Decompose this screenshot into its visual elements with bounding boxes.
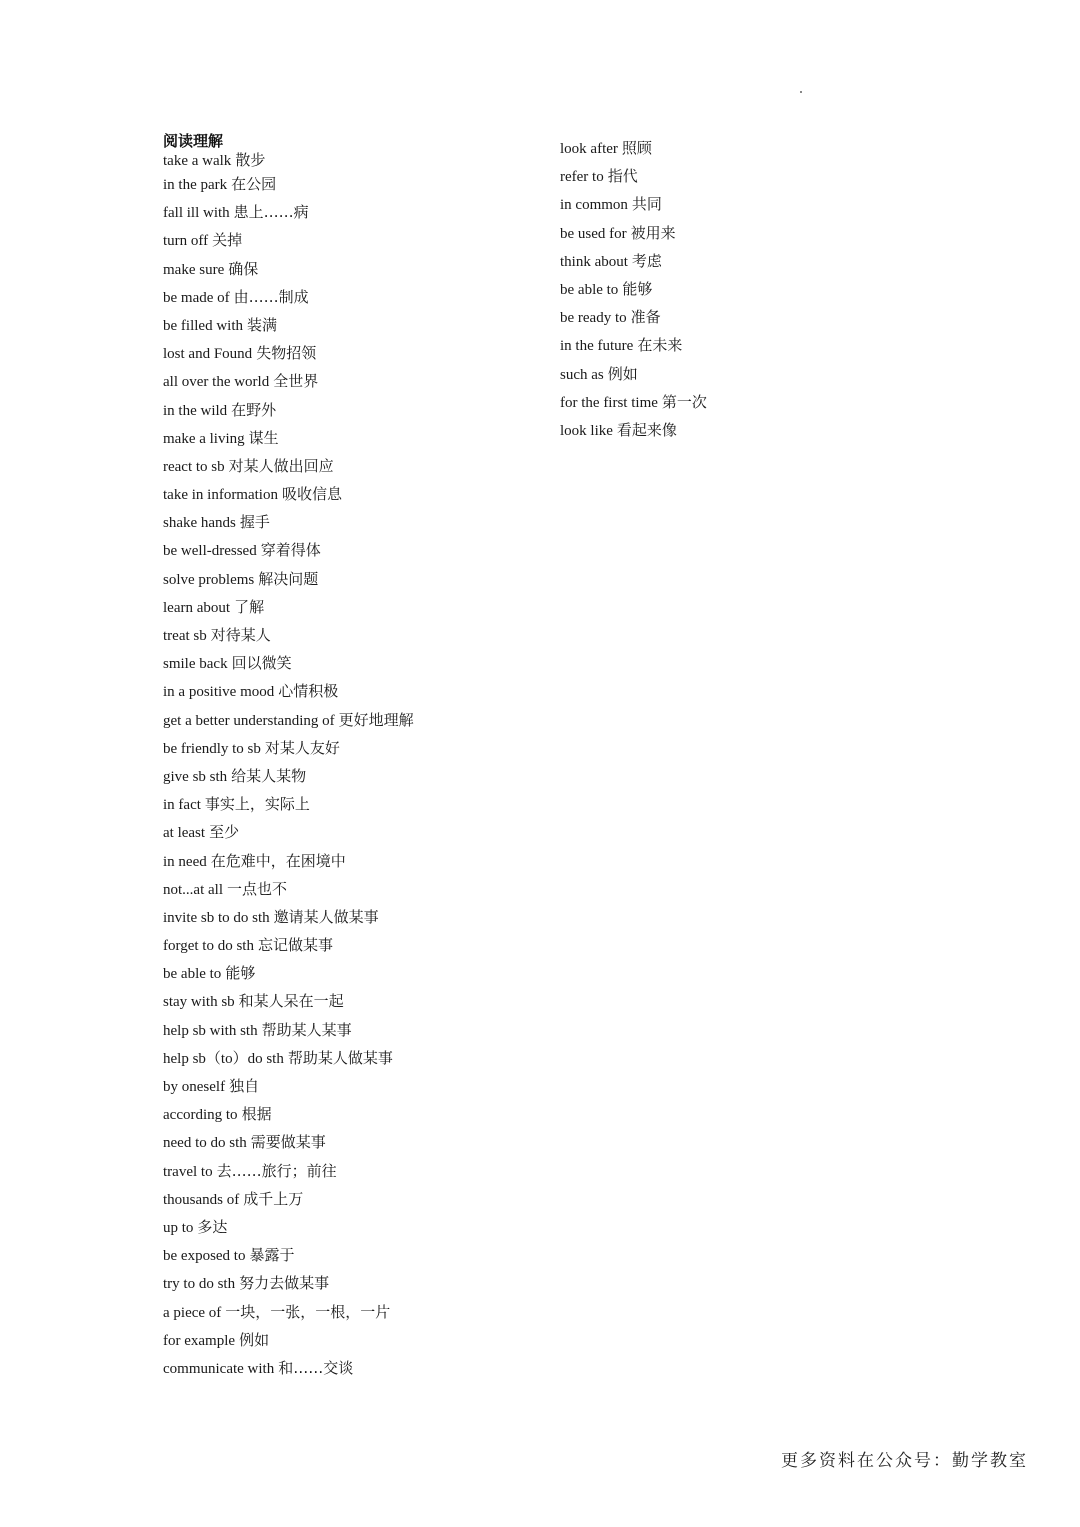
phrase-entry <box>163 1241 414 1269</box>
phrase-entry <box>163 311 414 339</box>
phrase-entry <box>163 649 414 677</box>
phrase-english: for the first time <box>560 394 658 411</box>
phrase-entry <box>560 331 707 359</box>
phrase-entry <box>163 790 414 818</box>
phrase-chinese: 忘记做某事 <box>257 936 333 955</box>
phrase-chinese: 去……旅行；前往 <box>216 1161 337 1180</box>
phrase-entry <box>163 1269 414 1297</box>
phrase-chinese: 帮助某人做某事 <box>287 1048 393 1067</box>
phrase-chinese: 根据 <box>241 1105 272 1124</box>
phrase-english: smile back <box>163 656 228 673</box>
phrase-entry <box>163 508 414 536</box>
phrase-chinese: 对某人做出回应 <box>228 456 334 475</box>
phrase-entry <box>163 452 414 480</box>
phrase-entry <box>560 247 707 275</box>
phrase-chinese: 一点也不 <box>227 879 288 898</box>
phrase-chinese: 穿着得体 <box>260 541 321 560</box>
phrase-english: treat sb <box>163 628 207 644</box>
phrase-english: try to do sth <box>163 1276 236 1293</box>
phrase-english: be friendly to sb <box>163 740 261 757</box>
phrase-english: look after <box>560 141 618 157</box>
phrase-chinese: 和某人呆在一起 <box>238 992 344 1011</box>
phrase-entry <box>163 987 414 1015</box>
phrase-english: refer to <box>560 169 604 186</box>
phrase-english: be able to <box>560 281 619 298</box>
phrase-entry <box>560 134 707 162</box>
phrase-english: react to sb <box>163 458 225 475</box>
phrase-english: in fact <box>163 797 201 814</box>
phrase-chinese: 心情积极 <box>278 682 339 701</box>
phrase-chinese: 谋生 <box>248 428 279 447</box>
phrase-english: in need <box>163 853 207 870</box>
phrase-entry <box>163 565 414 593</box>
phrase-entry <box>163 1157 414 1185</box>
phrase-english: by oneself <box>163 1079 226 1095</box>
phrase-chinese: 在未来 <box>637 336 683 355</box>
phrase-entry <box>163 255 414 283</box>
phrase-english: be used for <box>560 225 627 242</box>
phrase-english: make a living <box>163 430 245 447</box>
phrase-english: at least <box>163 825 206 842</box>
phrase-chinese: 一块，一张，一根，一片 <box>225 1302 391 1321</box>
phrase-chinese: 指代 <box>607 167 638 186</box>
right-column <box>560 134 707 444</box>
phrase-chinese: 努力去做某事 <box>239 1274 330 1293</box>
phrase-entry <box>163 396 414 424</box>
phrase-english: lost and Found <box>163 346 253 363</box>
phrase-english: invite sb to do sth <box>163 909 270 926</box>
phrase-chinese: 帮助某人某事 <box>261 1020 352 1039</box>
phrase-chinese: 在公园 <box>231 175 277 193</box>
phrase-english: in the park <box>163 177 228 193</box>
phrase-entry <box>560 190 707 218</box>
phrase-entry <box>163 593 414 621</box>
phrase-chinese: 独自 <box>229 1077 260 1095</box>
phrase-chinese: 回以微笑 <box>231 654 292 673</box>
phrase-english: communicate with <box>163 1360 275 1377</box>
left-phrase-list <box>163 150 414 1382</box>
phrase-entry <box>163 1213 414 1241</box>
phrase-entry <box>163 339 414 367</box>
footer-note: 更多资料在公众号：勤学教室 <box>781 1451 1028 1471</box>
phrase-entry <box>163 734 414 762</box>
phrase-chinese: 散步 <box>235 151 266 169</box>
phrase-chinese: 和……交谈 <box>278 1358 354 1377</box>
phrase-chinese: 被用来 <box>630 223 676 242</box>
phrase-chinese: 能够 <box>225 964 256 983</box>
phrase-chinese: 能够 <box>622 279 653 298</box>
phrase-english: forget to do sth <box>163 938 254 955</box>
phrase-entry <box>560 388 707 416</box>
phrase-english: shake hands <box>163 515 236 532</box>
phrase-chinese: 准备 <box>630 308 661 327</box>
phrase-entry <box>163 1100 414 1128</box>
phrase-entry <box>163 150 414 170</box>
phrase-english: according to <box>163 1107 238 1124</box>
phrase-english: look like <box>560 422 613 439</box>
phrase-english: turn off <box>163 233 209 250</box>
phrase-entry <box>560 162 707 190</box>
phrase-entry <box>163 706 414 734</box>
phrase-english: take in information <box>163 487 278 504</box>
phrase-english: a piece of <box>163 1304 222 1321</box>
phrase-chinese: 邀请某人做某事 <box>273 907 379 926</box>
phrase-english: be made of <box>163 289 230 306</box>
left-column <box>163 132 414 1382</box>
phrase-entry <box>163 424 414 452</box>
phrase-english: stay with sb <box>163 994 235 1011</box>
phrase-chinese: 确保 <box>228 259 259 278</box>
phrase-chinese: 装满 <box>246 315 277 334</box>
phrase-entry <box>163 1326 414 1354</box>
phrase-entry <box>163 818 414 846</box>
phrase-entry <box>163 1128 414 1156</box>
phrase-english: such as <box>560 366 604 383</box>
phrase-chinese: 解决问题 <box>258 569 319 588</box>
phrase-entry <box>163 170 414 198</box>
phrase-english: all over the world <box>163 374 270 391</box>
phrase-english: not...at all <box>163 881 223 898</box>
phrase-entry <box>163 621 414 649</box>
phrase-entry <box>163 283 414 311</box>
phrase-entry <box>163 1298 414 1326</box>
phrase-entry <box>163 226 414 254</box>
phrase-english: travel to <box>163 1163 213 1180</box>
phrase-english: get a better understanding of <box>163 712 335 729</box>
phrase-chinese: 考虑 <box>631 251 662 270</box>
phrase-chinese: 例如 <box>239 1330 270 1349</box>
phrase-chinese: 照顾 <box>621 139 652 157</box>
speck-mark <box>800 91 802 93</box>
phrase-english: be well-dressed <box>163 543 257 560</box>
phrase-chinese: 对待某人 <box>210 626 271 644</box>
phrase-english: be ready to <box>560 310 627 327</box>
phrase-chinese: 暴露于 <box>249 1246 295 1265</box>
phrase-english: give sb sth <box>163 768 228 785</box>
phrase-chinese: 了解 <box>234 597 265 616</box>
phrase-english: be exposed to <box>163 1248 246 1265</box>
phrase-english: in the wild <box>163 402 228 419</box>
phrase-chinese: 更好地理解 <box>338 710 414 729</box>
phrase-english: thousands of <box>163 1191 240 1208</box>
phrase-entry <box>163 367 414 395</box>
phrase-entry <box>163 762 414 790</box>
phrase-english: for example <box>163 1332 236 1349</box>
phrase-entry <box>560 360 707 388</box>
phrase-entry <box>560 275 707 303</box>
phrase-chinese: 看起来像 <box>616 420 677 439</box>
phrase-chinese: 成千上万 <box>243 1189 304 1208</box>
phrase-entry <box>163 536 414 564</box>
phrase-entry <box>163 480 414 508</box>
phrase-chinese: 在危难中，在困境中 <box>210 851 346 870</box>
phrase-entry <box>163 959 414 987</box>
phrase-english: help sb with sth <box>163 1022 258 1039</box>
phrase-english: in the future <box>560 338 634 355</box>
phrase-chinese: 给某人某物 <box>231 766 307 785</box>
right-phrase-list <box>560 134 707 444</box>
phrase-chinese: 患上……病 <box>233 203 309 222</box>
phrase-chinese: 对某人友好 <box>264 738 340 757</box>
phrase-english: need to do sth <box>163 1135 247 1152</box>
section-heading: 阅读理解 <box>163 132 224 150</box>
phrase-entry <box>163 198 414 226</box>
phrase-entry <box>163 931 414 959</box>
phrase-entry <box>163 903 414 931</box>
phrase-chinese: 第一次 <box>661 392 707 411</box>
phrase-english: take a walk <box>163 153 232 169</box>
phrase-english: up to <box>163 1219 194 1236</box>
phrase-english: solve problems <box>163 571 255 588</box>
phrase-english: make sure <box>163 261 225 278</box>
phrase-entry <box>560 303 707 331</box>
phrase-chinese: 在野外 <box>231 400 277 419</box>
phrase-entry <box>163 1072 414 1100</box>
phrase-english: help sb（to）do sth <box>163 1050 284 1067</box>
phrase-entry <box>163 847 414 875</box>
phrase-english: learn about <box>163 599 231 616</box>
phrase-english: think about <box>560 253 628 270</box>
phrase-english: in a positive mood <box>163 684 275 701</box>
phrase-chinese: 事实上，实际上 <box>204 795 310 814</box>
phrase-chinese: 由……制成 <box>233 287 309 306</box>
phrase-entry <box>163 1016 414 1044</box>
phrase-entry <box>163 875 414 903</box>
phrase-entry <box>163 1044 414 1072</box>
phrase-chinese: 共同 <box>631 195 662 214</box>
phrase-english: fall ill with <box>163 205 230 222</box>
phrase-chinese: 多达 <box>197 1217 228 1236</box>
phrase-english: be able to <box>163 966 222 983</box>
phrase-entry <box>163 677 414 705</box>
phrase-chinese: 全世界 <box>273 372 319 391</box>
phrase-chinese: 需要做某事 <box>250 1133 326 1152</box>
phrase-chinese: 吸收信息 <box>281 485 342 504</box>
phrase-entry <box>560 416 707 444</box>
phrase-chinese: 至少 <box>209 823 240 842</box>
phrase-entry <box>560 219 707 247</box>
phrase-entry <box>163 1185 414 1213</box>
phrase-chinese: 失物招领 <box>256 344 317 363</box>
phrase-english: in common <box>560 197 628 214</box>
phrase-chinese: 关掉 <box>212 231 243 250</box>
phrase-english: be filled with <box>163 317 243 334</box>
phrase-chinese: 例如 <box>607 364 638 383</box>
phrase-entry <box>163 1354 414 1382</box>
phrase-chinese: 握手 <box>239 513 270 532</box>
